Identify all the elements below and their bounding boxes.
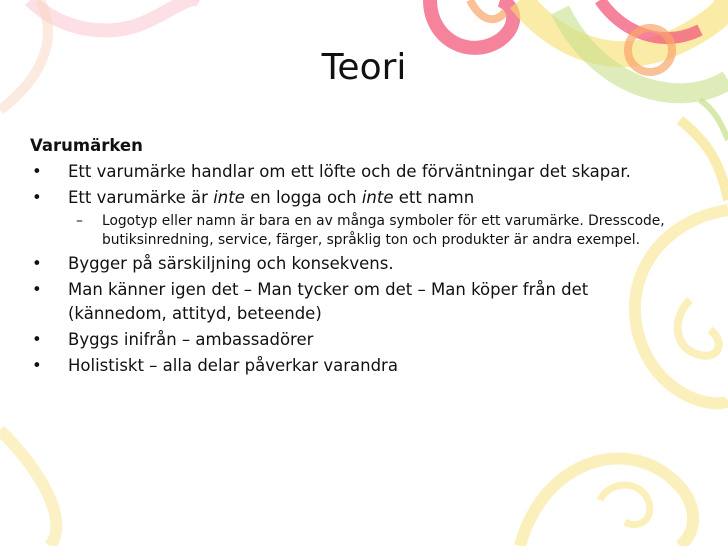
slide-title: Teori	[321, 47, 407, 88]
bullet-text: Byggs inifrån – ambassadörer	[68, 330, 314, 349]
section-heading: Varumärken	[30, 136, 143, 155]
sub-bullet-glyph: –	[76, 213, 83, 229]
bullet-glyph: •	[32, 330, 42, 349]
bullet-glyph: •	[32, 162, 42, 181]
bullet-text: Ett varumärke är inte en logga och inte ett namn	[68, 188, 475, 207]
bullet-text: Holistiskt – alla delar påverkar varandra	[68, 356, 398, 375]
bullet-item	[30, 186, 670, 210]
bullet-glyph: •	[32, 188, 42, 207]
slide-body	[30, 134, 670, 378]
bullet-item	[30, 160, 670, 184]
bullet-text: Man känner igen det – Man tycker om det – Man köper från det (kännedom, attityd, beteende)	[68, 280, 589, 323]
bullet-item	[30, 328, 670, 352]
bullet-glyph: •	[32, 254, 42, 273]
bullet-text: Bygger på särskiljning och konsekvens.	[68, 254, 394, 273]
sub-bullet-text: Logotyp eller namn är bara en av många symboler för ett varumärke. Dresscode, butiksinredning, service, färger, språklig ton och produkter är andra exempel.	[102, 213, 665, 248]
bullet-item	[30, 354, 670, 378]
bullet-glyph: •	[32, 280, 42, 299]
bullet-text: Ett varumärke handlar om ett löfte och de förväntningar det skapar.	[68, 162, 631, 181]
bullet-item	[30, 252, 670, 276]
bullet-item	[30, 278, 670, 326]
bullet-glyph: •	[32, 356, 42, 375]
sub-bullet-item	[30, 212, 670, 250]
